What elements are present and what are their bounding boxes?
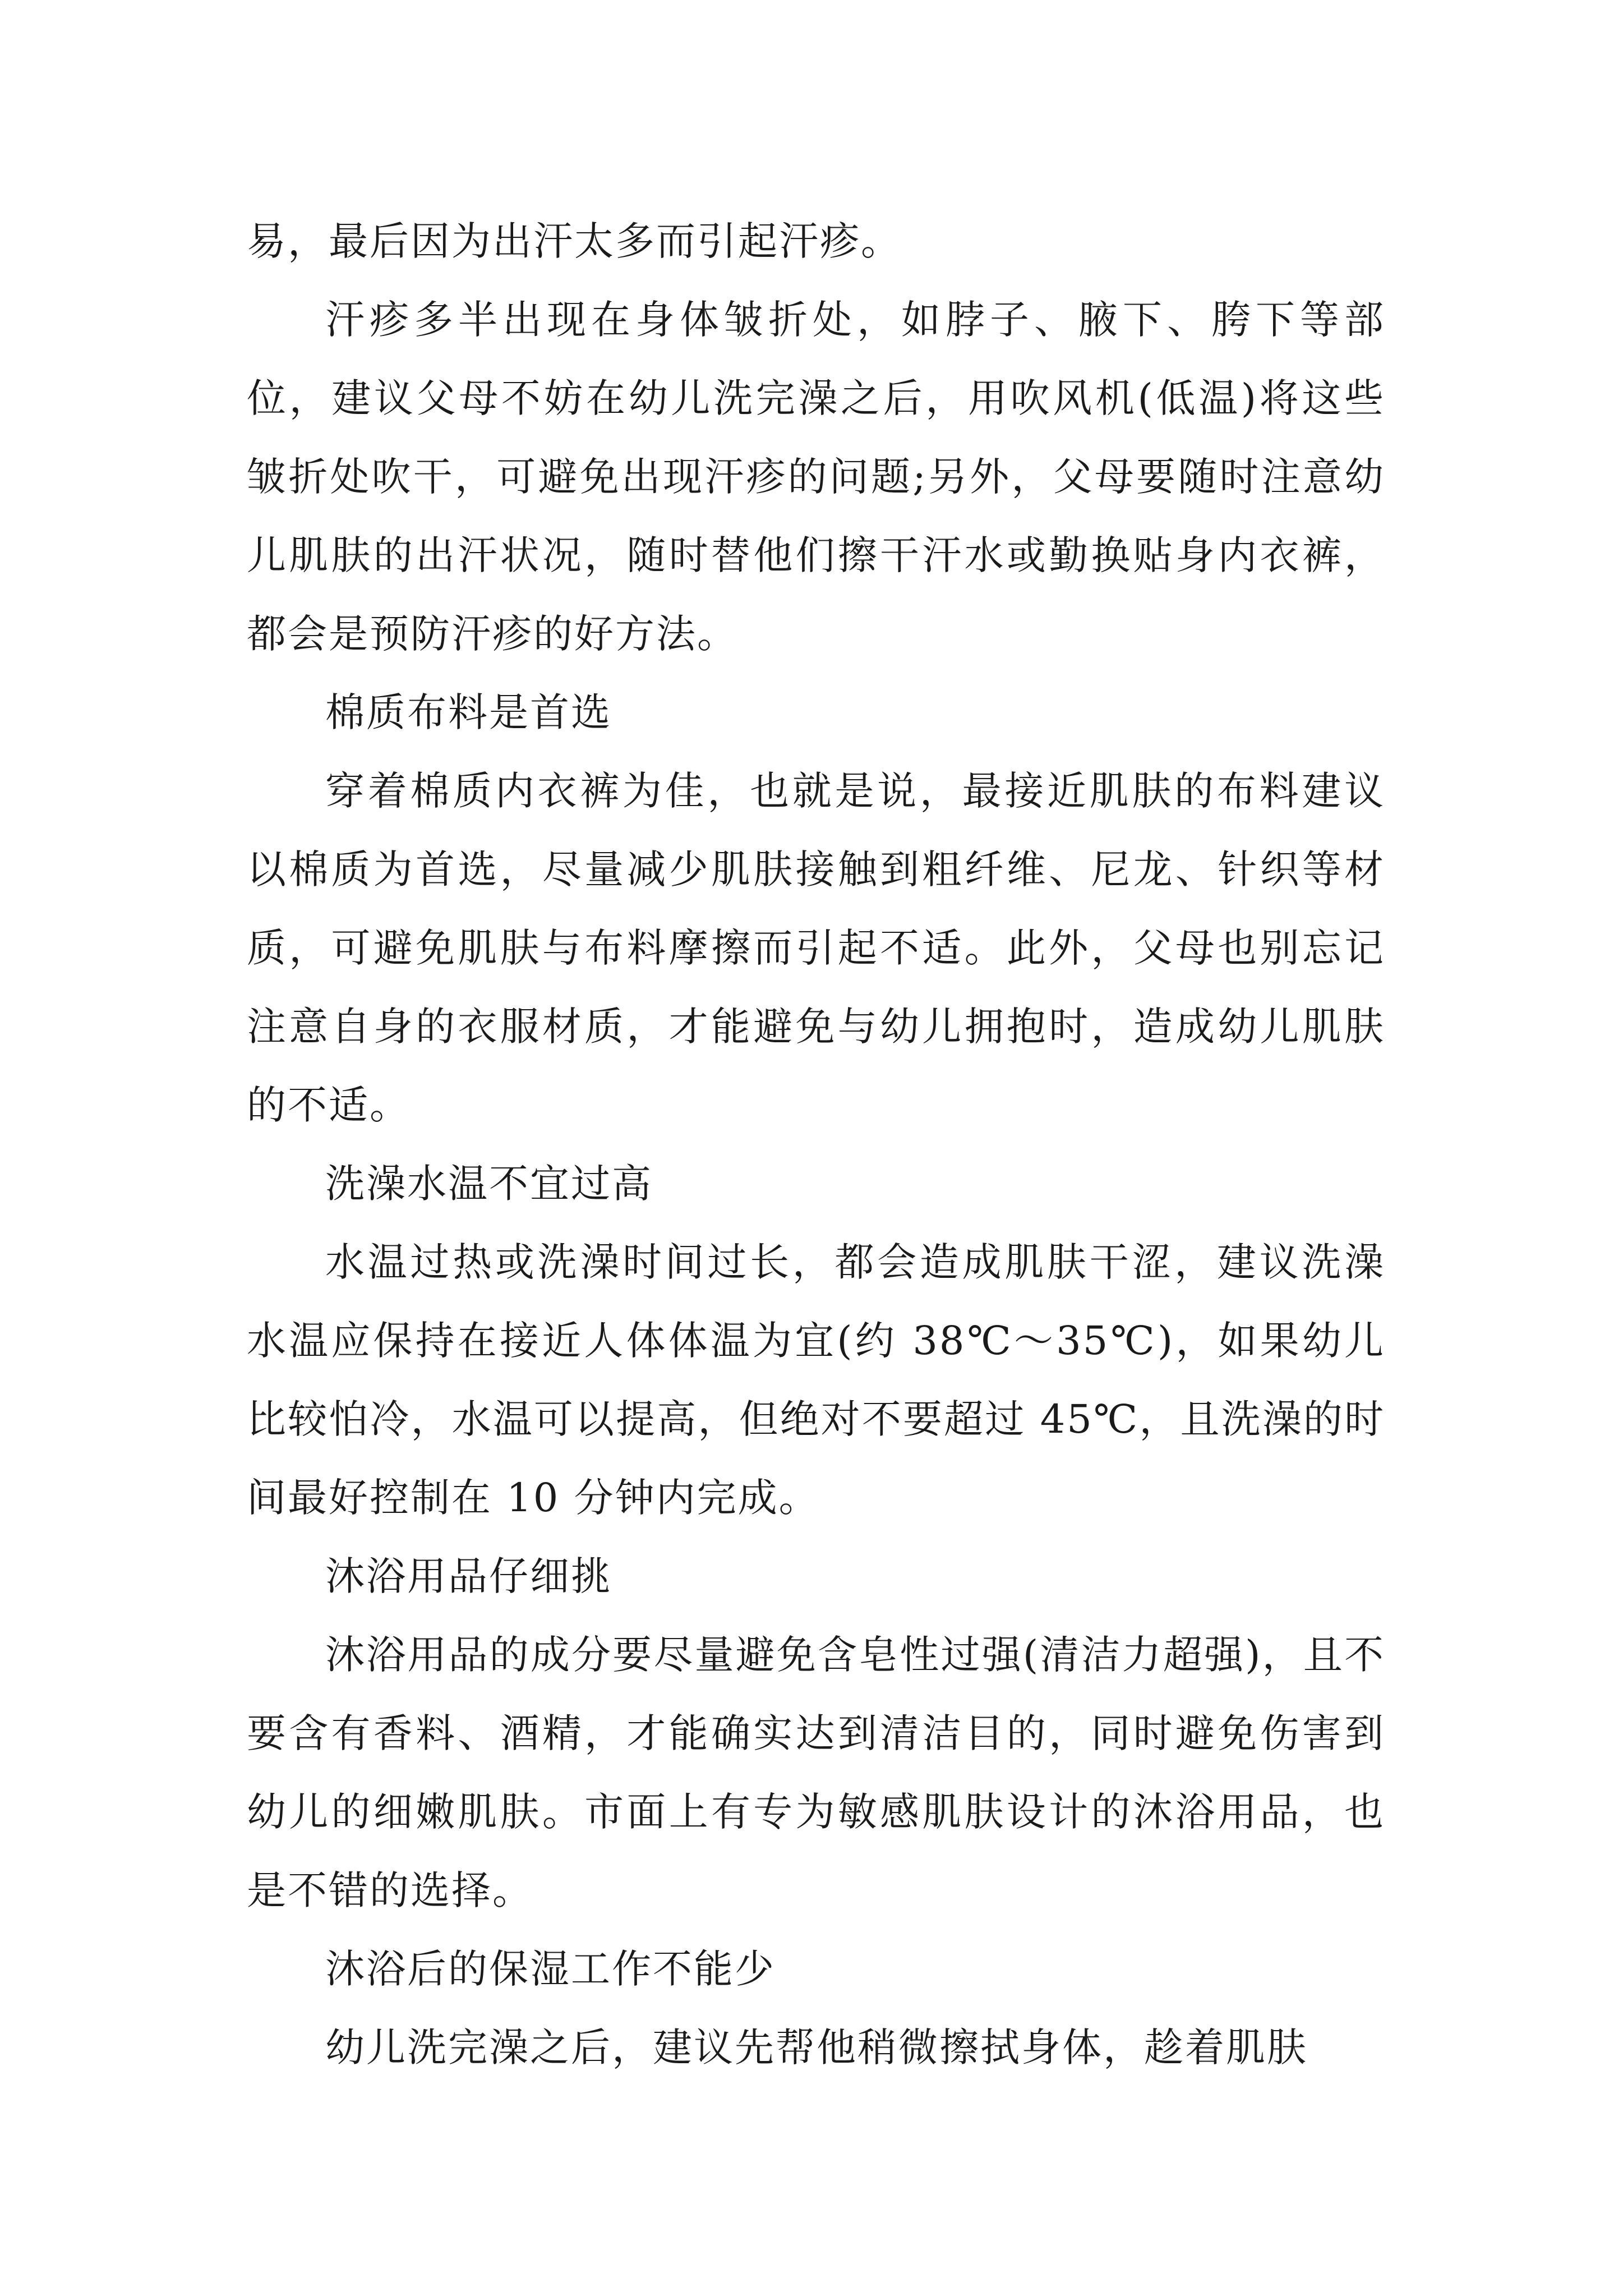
paragraph-bath-products: 沐浴用品的成分要尽量避免含皂性过强(清洁力超强)，且不要含有香料、酒精，才能确实达到清洁目的，同时避免伤害到幼儿的细嫩肌肤。市面上有专为敏感肌肤设计的沐浴用品，也是不错的选择。	[247, 1632, 1385, 1913]
paragraph-cotton: 穿着棉质内衣裤为佳，也就是说，最接近肌肤的布料建议以棉质为首选，尽量减少肌肤接触到粗纤维、尼龙、针织等材质，可避免肌肤与布料摩擦而引起不适。此外，父母也别忘记注意自身的衣服材质，才能避免与幼儿拥抱时，造成幼儿肌肤的不适。	[247, 768, 1385, 1128]
section-heading-water-temp: 洗澡水温不宜过高	[325, 1161, 653, 1207]
paragraph-continued: 易，最后因为出汗太多而引起汗疹。	[247, 218, 902, 264]
document-body	[247, 202, 1385, 2087]
paragraph-heat-rash: 汗疹多半出现在身体皱折处，如脖子、腋下、胯下等部位，建议父母不妨在幼儿洗完澡之后，用吹风机(低温)将这些皱折处吹干，可避免出现汗疹的问题;另外，父母要随时注意幼儿肌肤的出汗状况，随时替他们擦干汗水或勤换贴身内衣裤，都会是预防汗疹的好方法。	[247, 297, 1385, 657]
section-heading-cotton: 棉质布料是首选	[325, 689, 612, 735]
section-heading-bath-products: 沐浴用品仔细挑	[325, 1553, 612, 1599]
paragraph-water-temp: 水温过热或洗澡时间过长，都会造成肌肤干涩，建议洗澡水温应保持在接近人体体温为宜(约 38℃～35℃)，如果幼儿比较怕冷，水温可以提高，但绝对不要超过 45℃，且洗澡的时间最好控制在 10 分钟内完成。	[247, 1239, 1385, 1521]
section-heading-moisturize: 沐浴后的保湿工作不能少	[325, 1946, 776, 1992]
paragraph-moisturize: 幼儿洗完澡之后，建议先帮他稍微擦拭身体，趁着肌肤	[325, 2024, 1308, 2070]
